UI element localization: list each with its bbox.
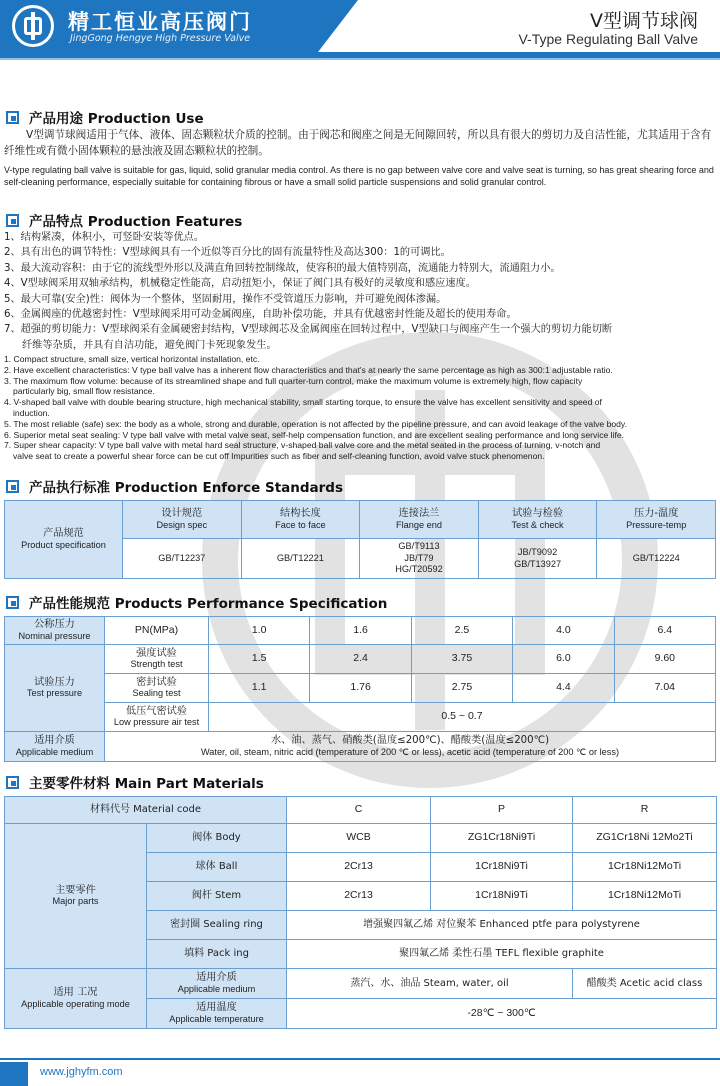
use-text-en: V-type regulating ball valve is suitable for gas, liquid, solid granular media control. As there is no gap between valve core and valve seat is turning, so has great shearing force and self-cleaning performance, especially suitable for containing fibrous or have a small solid particle suspensions and solid granular control. <box>4 165 714 187</box>
footer-website-link[interactable]: www.jghyfm.com <box>40 1066 123 1078</box>
part-label-ball: 球体 Ball <box>147 853 287 882</box>
section-materials-heading: 主要零件材料 Main Part Materials <box>6 773 264 791</box>
section-bullet-icon <box>6 480 19 493</box>
strength-value-cell: 2.4 <box>310 645 411 674</box>
features-list-en <box>4 354 718 462</box>
section-features-heading: 产品特点 Production Features <box>6 211 242 229</box>
feature-en-item: induction. <box>13 407 50 418</box>
section-standards-heading: 产品执行标准 Production Enforce Standards <box>6 477 343 495</box>
product-title-cn: V型调节球阀 <box>590 10 698 32</box>
strength-value-cell: 1.5 <box>209 645 310 674</box>
part-value-cell: ZG1Cr18Ni9Ti <box>431 824 573 853</box>
standards-row-label: 产品规范 Product specification <box>5 501 123 579</box>
material-code-label: 材料代号 Material code <box>5 797 287 824</box>
standards-header-cell: 试验与检验 Test & check <box>478 501 597 539</box>
strength-test-label: 强度试验 Strength test <box>105 645 209 674</box>
sealing-value-cell: 2.75 <box>411 674 512 703</box>
standards-table <box>4 500 716 579</box>
strength-value-cell: 6.0 <box>513 645 614 674</box>
strength-value-cell: 9.60 <box>614 645 715 674</box>
feature-en-item: 4. V-shaped ball valve with double bearing structure, high mechanical stability, small starting torque, to ensure the valve has excellent sensitivity and speed of <box>4 397 602 408</box>
applicable-medium-value: 水、油、蒸气、硝酸类(温度≤200℃)、醋酸类(温度≤200℃) Water, oil, steam, nitric acid (temperature of 200 ℃ or less), acetic acid (temperature of 200 ℃ or less) <box>105 732 716 762</box>
feature-cn-item: 5、最大可靠(安全)性：阀体为一个整体，坚固耐用，操作不受管道压力影响，并可避免阀体渗漏。 <box>4 293 447 305</box>
standards-value-cell: GB/T12224 <box>597 539 716 579</box>
standards-header-cell: 压力-温度 Pressure-temp <box>597 501 716 539</box>
feature-en-item: valve seat to create a powerful shear force can be cut off Impurities such as fiber and self-cleaning function, avoid valve stuck phenomenon. <box>13 451 545 462</box>
section-bullet-icon <box>6 111 19 124</box>
section-bullet-icon <box>6 596 19 609</box>
op-medium-value-acid: 醋酸类 Acetic acid class <box>573 969 717 999</box>
nominal-pressure-label: 公称压力 Nominal pressure <box>5 617 105 645</box>
feature-en-item: 3. The maximum flow volume: because of its streamlined shape and full quarter-turn control, make the maximum volume is extremely high, flow capacity <box>4 375 583 386</box>
feature-en-item: 1. Compact structure, small size, vertical horizontal installation, etc. <box>4 354 260 364</box>
part-value-cell: ZG1Cr18Ni 12Mo2Ti <box>573 824 717 853</box>
feature-en-item: 6. Superior metal seat sealing: V type ball valve with metal valve seat, self-help compensation function, and are excellent sealing performance and long service life. <box>4 429 625 440</box>
test-pressure-label: 试验压力 Test pressure <box>5 645 105 732</box>
page-header <box>0 0 720 62</box>
material-code-cell: R <box>573 797 717 824</box>
feature-cn-item: 6、金属阀座的优越密封性：V型球阀采用可动金属阀座，自助补偿功能，并具有优越密封性能及超长的使用寿命。 <box>4 309 517 321</box>
brand-name-en: JingGong Hengye High Pressure Valve <box>70 33 251 44</box>
op-temperature-label: 适用温度 Applicable temperature <box>147 999 287 1029</box>
nominal-unit-cell: PN(MPa) <box>105 617 209 645</box>
section-use-heading: 产品用途 Production Use <box>6 108 204 126</box>
sealing-ring-value: 增强聚四氟乙烯 对位聚苯 Enhanced ptfe para polystyrene <box>287 911 717 940</box>
part-value-cell: 2Cr13 <box>287 853 431 882</box>
sealing-value-cell: 4.4 <box>513 674 614 703</box>
op-medium-value: 蒸汽、水、油品 Steam, water, oil <box>287 969 573 999</box>
material-code-cell: C <box>287 797 431 824</box>
feature-cn-item: 3、最大流动容积：由于它的流线型外形以及满直角回转控制缘故，使容积的最大值特别高，流通能力特别大，流通阻力小。 <box>4 262 561 274</box>
feature-cn-item: 纤维等杂质，并具有自洁功能，避免阀门卡死现象发生。 <box>22 339 277 351</box>
standards-header-cell: 设计规范 Design spec <box>123 501 242 539</box>
strength-value-cell: 3.75 <box>411 645 512 674</box>
brand-name-cn: 精工恒业高压阀门 <box>68 10 252 34</box>
sealing-value-cell: 7.04 <box>614 674 715 703</box>
features-list-cn <box>4 230 718 353</box>
standards-header-cell: 结构长度 Face to face <box>241 501 360 539</box>
sealing-value-cell: 1.76 <box>310 674 411 703</box>
feature-en-item: 5. The most reliable (safe) sex: the body as a whole, strong and durable, operation is not affected by the pipeline pressure, and can avoid leakage of the valve body. <box>4 418 627 429</box>
part-value-cell: 1Cr18Ni12MoTi <box>573 853 717 882</box>
major-parts-label: 主要零件 Major parts <box>5 824 147 969</box>
nominal-value-cell: 2.5 <box>411 617 512 645</box>
packing-value: 聚四氟乙烯 柔性石墨 TEFL flexible graphite <box>287 940 717 969</box>
nominal-value-cell: 1.0 <box>209 617 310 645</box>
feature-cn-item: 4、V型球阀采用双轴承结构，机械稳定性能高，启动扭矩小，保证了阀门具有极好的灵敏度和感应速度。 <box>4 278 476 290</box>
footer-accent-block <box>0 1062 28 1086</box>
feature-en-item: 7. Super shear capacity: V type ball valve with metal hard seal structure, v-shaped ball valve core and the metal seated in the process of turning, v-notch and <box>4 440 601 451</box>
op-temperature-value: -28℃ ~ 300℃ <box>287 999 717 1029</box>
section-bullet-icon <box>6 214 19 227</box>
feature-cn-item: 2、具有出色的调节特性：V型球阀具有一个近似等百分比的固有流量特性及高达300：1的可调比。 <box>4 247 451 259</box>
part-value-cell: 1Cr18Ni12MoTi <box>573 882 717 911</box>
part-value-cell: 1Cr18Ni9Ti <box>431 853 573 882</box>
nominal-value-cell: 1.6 <box>310 617 411 645</box>
standards-value-cell: GB/T12237 <box>123 539 242 579</box>
low-air-test-label: 低压气密试验 Low pressure air test <box>105 703 209 732</box>
nominal-value-cell: 4.0 <box>513 617 614 645</box>
header-strip-light <box>0 58 720 60</box>
standards-header-cell: 连接法兰 Flange end <box>360 501 479 539</box>
part-label-packing: 填料 Pack ing <box>147 940 287 969</box>
feature-cn-item: 7、超强的剪切能力：V型球阀采有金属硬密封结构，V型球阀芯及金属阀座在回转过程中，V型缺口与阀座产生一个强大的剪切力能切断 <box>4 324 613 336</box>
feature-en-item: particularly big, small flow resistance. <box>13 386 155 397</box>
feature-en-item: 2. Have excellent characteristics: V type ball valve has a inherent flow characteristics and that's at nearly the same percentage as high as 300:1 adjustable ratio. <box>4 364 613 375</box>
standards-value-cell: GB/T9113 JB/T79 HG/T20592 <box>360 539 479 579</box>
part-value-cell: 1Cr18Ni9Ti <box>431 882 573 911</box>
part-label-sealing-ring: 密封圈 Sealing ring <box>147 911 287 940</box>
section-performance-heading: 产品性能规范 Products Performance Specification <box>6 593 387 611</box>
product-title-en: V-Type Regulating Ball Valve <box>518 31 698 47</box>
part-label-body: 阀体 Body <box>147 824 287 853</box>
company-logo-icon <box>12 5 54 47</box>
footer-divider <box>0 1058 720 1060</box>
use-text-cn: V型调节球阀适用于气体、液体、固态颗粒状介质的控制。由于阀芯和阀座之间是无间隙回转，所以具有很大的剪切力及自洁性能，尤其适用于含有纤维性或有微小固体颗粒的悬浊液及固态颗粒状的控制。 <box>4 129 712 157</box>
nominal-value-cell: 6.4 <box>614 617 715 645</box>
standards-value-cell: GB/T12221 <box>241 539 360 579</box>
feature-cn-item: 1、结构紧凑，体积小，可竖卧安装等优点。 <box>4 232 205 243</box>
sealing-test-label: 密封试验 Sealing test <box>105 674 209 703</box>
sealing-value-cell: 1.1 <box>209 674 310 703</box>
part-value-cell: WCB <box>287 824 431 853</box>
low-air-value-cell: 0.5 ~ 0.7 <box>209 703 716 732</box>
op-medium-label: 适用介质 Applicable medium <box>147 969 287 999</box>
standards-value-cell: JB/T9092 GB/T13927 <box>478 539 597 579</box>
performance-table <box>4 616 716 762</box>
part-value-cell: 2Cr13 <box>287 882 431 911</box>
part-label-stem: 阀杆 Stem <box>147 882 287 911</box>
operating-mode-label: 适用 工况 Applicable operating mode <box>5 969 147 1029</box>
applicable-medium-label: 适用介质 Applicable medium <box>5 732 105 762</box>
materials-table <box>4 796 717 1029</box>
material-code-cell: P <box>431 797 573 824</box>
section-bullet-icon <box>6 776 19 789</box>
